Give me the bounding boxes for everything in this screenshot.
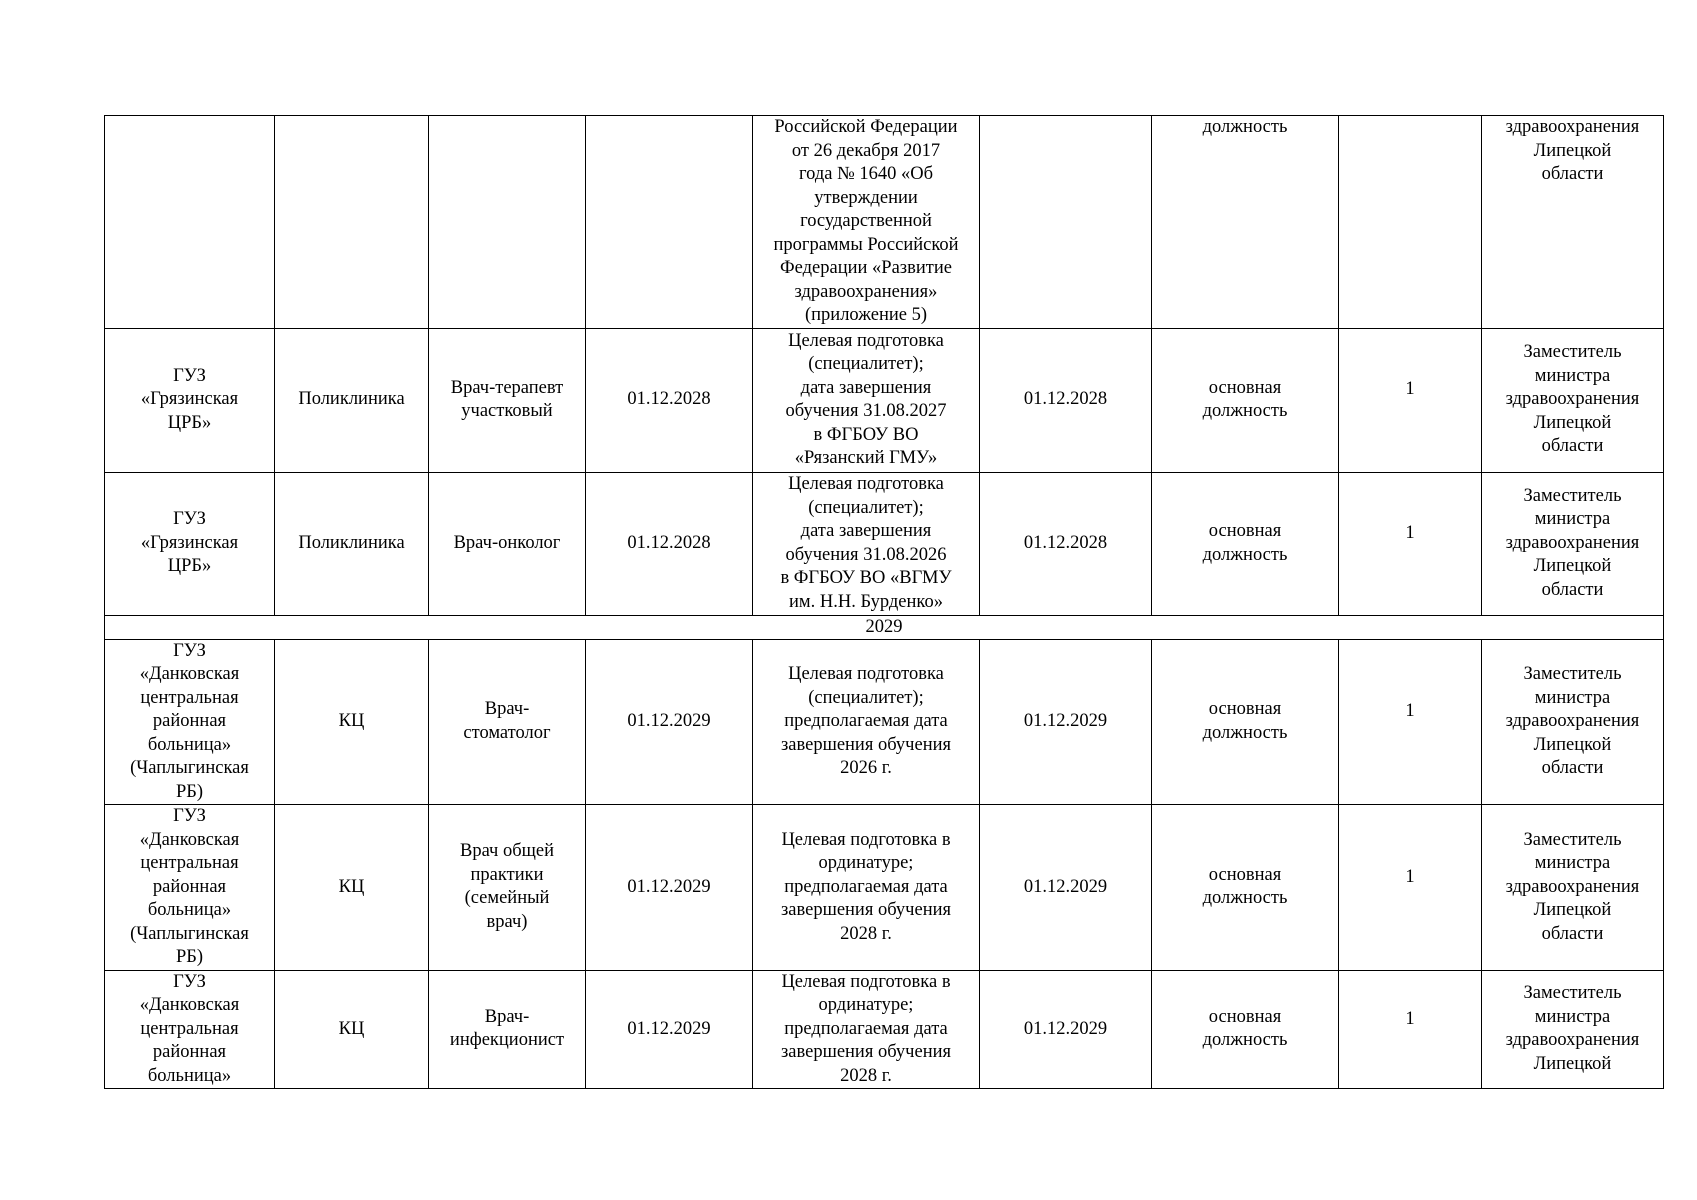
table-row — [105, 970, 1664, 1089]
cell-count: 1 — [1339, 639, 1482, 805]
cell-organization — [105, 116, 275, 329]
cell-responsible: Заместитель министра здравоохранения Липецкой — [1482, 970, 1664, 1089]
table-row — [105, 328, 1664, 472]
table-row-continuation — [105, 116, 1664, 329]
cell-position: Врач- стоматолог — [429, 639, 586, 805]
cell-date-end: 01.12.2028 — [980, 328, 1152, 472]
cell-position-type: должность — [1152, 116, 1339, 329]
table-row — [105, 805, 1664, 971]
cell-position: Врач-терапевт участковый — [429, 328, 586, 472]
cell-date-start: 01.12.2029 — [586, 970, 753, 1089]
cell-department — [275, 116, 429, 329]
table-row — [105, 639, 1664, 805]
cell-basis: Целевая подготовка (специалитет); дата завершения обучения 31.08.2027 в ФГБОУ ВО «Рязанский ГМУ» — [753, 328, 980, 472]
cell-date-start: 01.12.2029 — [586, 805, 753, 971]
cell-date-end: 01.12.2029 — [980, 805, 1152, 971]
cell-position-type: основная должность — [1152, 970, 1339, 1089]
cell-department: Поликлиника — [275, 472, 429, 615]
cell-position — [429, 116, 586, 329]
cell-date-start: 01.12.2028 — [586, 472, 753, 615]
cell-department: КЦ — [275, 970, 429, 1089]
cell-organization: ГУЗ «Грязинская ЦРБ» — [105, 472, 275, 615]
cell-basis: Целевая подготовка в ординатуре; предполагаемая дата завершения обучения 2028 г. — [753, 970, 980, 1089]
cell-basis: Целевая подготовка (специалитет); предполагаемая дата завершения обучения 2026 г. — [753, 639, 980, 805]
cell-department: КЦ — [275, 639, 429, 805]
cell-responsible: Заместитель министра здравоохранения Липецкой области — [1482, 805, 1664, 971]
cell-date-end — [980, 116, 1152, 329]
cell-basis: Российской Федерации от 26 декабря 2017 года № 1640 «Об утверждении государственной программы Российской Федерации «Развитие здравоохранения» (приложение 5) — [753, 116, 980, 329]
cell-count: 1 — [1339, 970, 1482, 1089]
cell-responsible: здравоохранения Липецкой области — [1482, 116, 1664, 329]
cell-date-start — [586, 116, 753, 329]
cell-count: 1 — [1339, 472, 1482, 615]
cell-date-end: 01.12.2029 — [980, 639, 1152, 805]
cell-date-end: 01.12.2028 — [980, 472, 1152, 615]
cell-responsible: Заместитель министра здравоохранения Липецкой области — [1482, 472, 1664, 615]
cell-count: 1 — [1339, 328, 1482, 472]
year-header: 2029 — [105, 615, 1664, 639]
cell-position-type: основная должность — [1152, 805, 1339, 971]
cell-position: Врач- инфекционист — [429, 970, 586, 1089]
cell-position-type: основная должность — [1152, 328, 1339, 472]
cell-responsible: Заместитель министра здравоохранения Липецкой области — [1482, 639, 1664, 805]
cell-count — [1339, 116, 1482, 329]
cell-department: КЦ — [275, 805, 429, 971]
cell-position-type: основная должность — [1152, 639, 1339, 805]
cell-organization: ГУЗ «Данковская центральная районная больница» (Чаплыгинская РБ) — [105, 639, 275, 805]
year-header-row — [105, 615, 1664, 639]
cell-basis: Целевая подготовка в ординатуре; предполагаемая дата завершения обучения 2028 г. — [753, 805, 980, 971]
cell-date-start: 01.12.2028 — [586, 328, 753, 472]
cell-organization: ГУЗ «Данковская центральная районная больница» — [105, 970, 275, 1089]
vacancy-table — [104, 115, 1664, 1089]
cell-organization: ГУЗ «Грязинская ЦРБ» — [105, 328, 275, 472]
cell-department: Поликлиника — [275, 328, 429, 472]
cell-organization: ГУЗ «Данковская центральная районная больница» (Чаплыгинская РБ) — [105, 805, 275, 971]
cell-position: Врач-онколог — [429, 472, 586, 615]
cell-count: 1 — [1339, 805, 1482, 971]
cell-basis: Целевая подготовка (специалитет); дата завершения обучения 31.08.2026 в ФГБОУ ВО «ВГМУ им. Н.Н. Бурденко» — [753, 472, 980, 615]
table-row — [105, 472, 1664, 615]
cell-position: Врач общей практики (семейный врач) — [429, 805, 586, 971]
cell-date-end: 01.12.2029 — [980, 970, 1152, 1089]
cell-responsible: Заместитель министра здравоохранения Липецкой области — [1482, 328, 1664, 472]
cell-date-start: 01.12.2029 — [586, 639, 753, 805]
cell-position-type: основная должность — [1152, 472, 1339, 615]
